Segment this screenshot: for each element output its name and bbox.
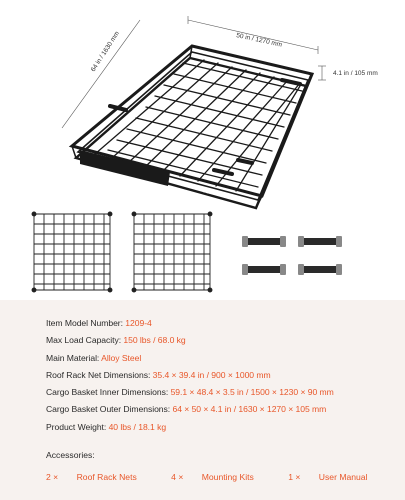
spec-row-model xyxy=(46,315,399,332)
spec-label: Main Material: xyxy=(46,352,100,363)
mounting-kit-1 xyxy=(242,236,286,247)
spec-value: 40 lbs / 18.1 kg xyxy=(108,421,167,432)
spec-row-material xyxy=(46,350,399,367)
spec-value: 35.4 × 39.4 in / 900 × 1000 mm xyxy=(152,369,271,380)
mounting-kit-4 xyxy=(298,264,342,275)
mounting-kit-3 xyxy=(242,264,286,275)
brand-logo: VEVOR xyxy=(201,188,224,199)
accessories-list xyxy=(46,472,400,482)
roof-rack-net-right xyxy=(132,212,212,292)
spec-row-net-dimensions xyxy=(46,367,399,384)
height-dimension xyxy=(318,66,326,80)
width-label: 50 in / 1270 mm xyxy=(235,32,283,49)
spec-label: Product Weight: xyxy=(46,421,107,432)
spec-row-load xyxy=(46,332,399,349)
accessory-item: 1 × User Manual xyxy=(288,472,368,482)
accessory-item: 2 × Roof Rack Nets xyxy=(46,472,137,482)
spec-value: 1209-4 xyxy=(125,318,152,328)
spec-label: Cargo Basket Inner Dimensions: xyxy=(46,387,169,398)
spec-row-inner-dimensions xyxy=(46,384,399,401)
height-label: 4.1 in / 105 mm xyxy=(333,70,378,77)
mounting-kits xyxy=(242,236,342,275)
spec-value: 150 lbs / 68.0 kg xyxy=(123,335,186,346)
spec-row-outer-dimensions xyxy=(46,401,399,418)
accessories-title: Accessories: xyxy=(46,450,95,460)
spec-label: Item Model Number: xyxy=(46,318,123,328)
mounting-kit-2 xyxy=(298,236,342,247)
length-label: 64 in / 1630 mm xyxy=(89,30,122,74)
spec-row-weight xyxy=(46,419,399,436)
roof-rack-net-left xyxy=(32,212,112,292)
accessory-item: 4 × Mounting Kits xyxy=(171,472,254,482)
spec-label: Roof Rack Net Dimensions: xyxy=(46,369,151,380)
spec-value: Alloy Steel xyxy=(101,352,142,363)
spec-value: 59.1 × 48.4 × 3.5 in / 1500 × 1230 × 90 mm xyxy=(170,387,334,398)
cargo-basket xyxy=(72,46,312,208)
spec-label: Cargo Basket Outer Dimensions: xyxy=(46,404,171,415)
spec-panel xyxy=(0,300,405,500)
spec-value: 64 × 50 × 4.1 in / 1630 × 1270 × 105 mm xyxy=(172,404,327,415)
spec-label: Max Load Capacity: xyxy=(46,335,122,346)
spec-list xyxy=(46,315,399,436)
